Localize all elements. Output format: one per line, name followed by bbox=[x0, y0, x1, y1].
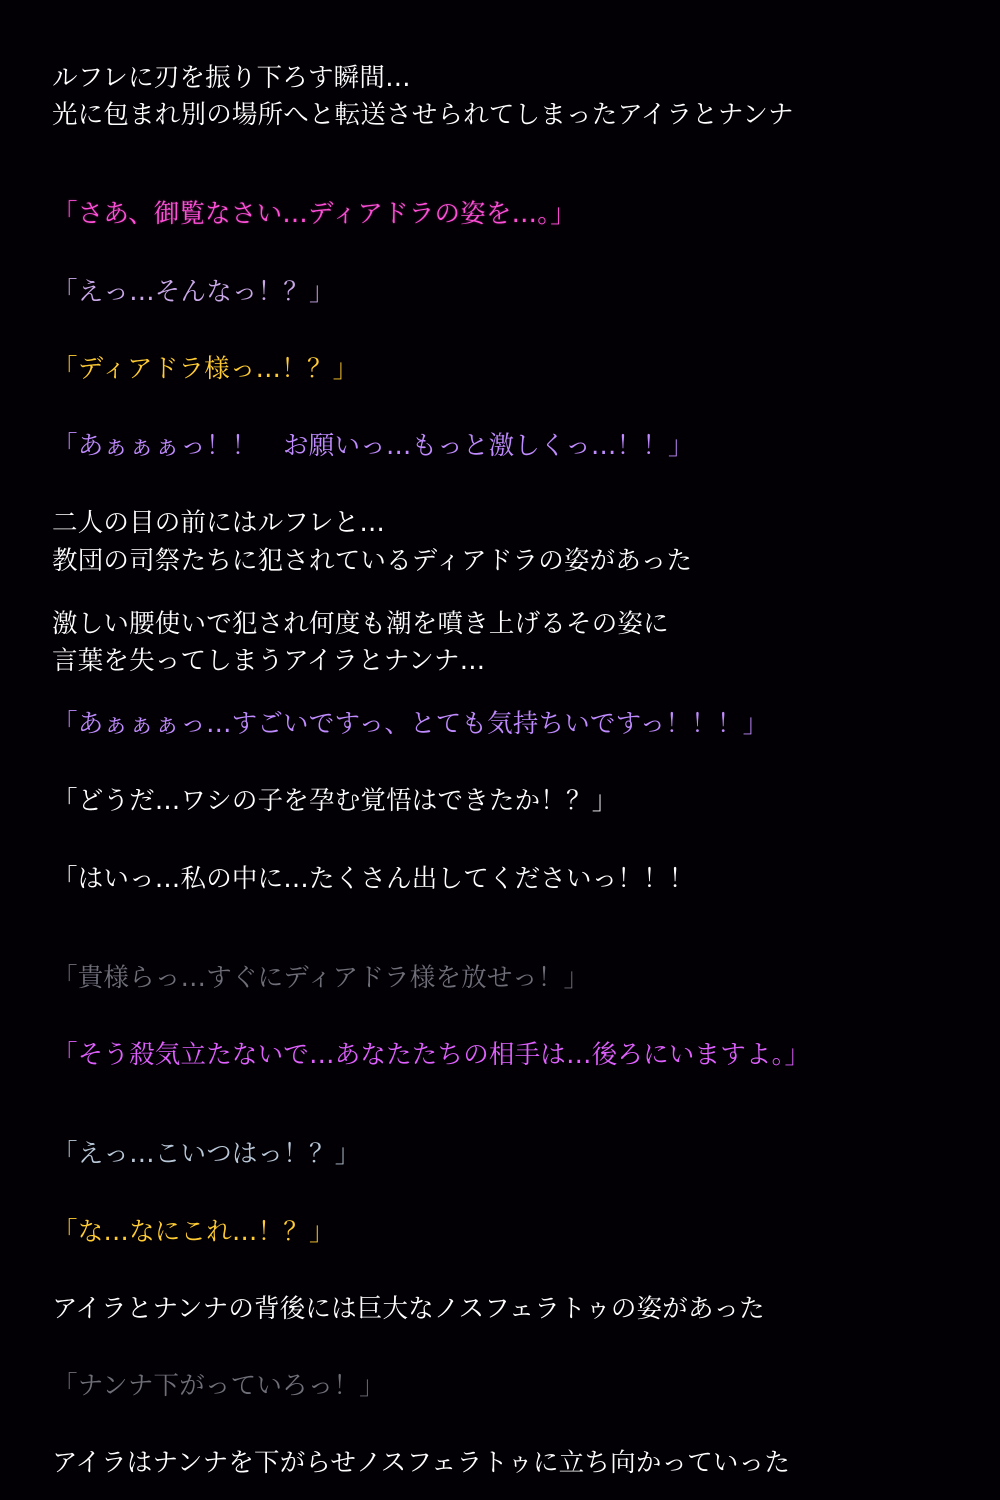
text-block-dialogue-5 bbox=[52, 706, 950, 743]
text-block-narration-2 bbox=[52, 505, 950, 579]
text-block-narration-5 bbox=[52, 1445, 950, 1482]
text-line: 光に包まれ別の場所へと転送させられてしまったアイラとナンナ bbox=[52, 100, 794, 131]
spacer bbox=[52, 465, 950, 505]
text-block-dialogue-4 bbox=[52, 428, 950, 465]
text-block-dialogue-3 bbox=[52, 351, 950, 388]
text-line: 「ナンナ下がっていろっ！」 bbox=[52, 1370, 385, 1401]
text-line: 「さあ、御覧なさい…ディアドラの姿を…。」 bbox=[52, 199, 576, 230]
spacer bbox=[52, 821, 950, 861]
text-block-dialogue-1 bbox=[52, 196, 950, 233]
text-block-dialogue-11 bbox=[52, 1214, 950, 1251]
spacer bbox=[52, 1328, 950, 1368]
spacer bbox=[52, 234, 950, 274]
spacer bbox=[52, 311, 950, 351]
spacer bbox=[52, 997, 950, 1037]
spacer bbox=[52, 388, 950, 428]
text-line: 激しい腰使いで犯され何度も潮を噴き上げるその姿に bbox=[52, 608, 669, 639]
text-line: 二人の目の前にはルフレと… bbox=[52, 508, 386, 539]
text-line: 「あぁぁぁっ！！ お願いっ…もっと激しくっ…！！」 bbox=[52, 431, 694, 462]
spacer bbox=[52, 1405, 950, 1445]
spacer bbox=[52, 1174, 950, 1214]
text-line: 「貴様らっ…すぐにディアドラ様を放せっ！」 bbox=[52, 962, 590, 993]
text-line: 「そう殺気立たないで…あなたたちの相手は…後ろにいますよ。」 bbox=[52, 1040, 811, 1071]
spacer bbox=[52, 680, 950, 706]
text-line: アイラはナンナを下がらせノスフェラトゥに立ち向かっていった bbox=[52, 1448, 791, 1479]
spacer bbox=[52, 743, 950, 783]
text-line: 「えっ…こいつはっ！？」 bbox=[52, 1139, 361, 1170]
text-line: 「どうだ…ワシの子を孕む覚悟はできたか！？」 bbox=[52, 786, 618, 817]
spacer bbox=[52, 1251, 950, 1291]
text-block-dialogue-9 bbox=[52, 1037, 950, 1074]
text-block-narration-4 bbox=[52, 1291, 950, 1328]
text-block-dialogue-12 bbox=[52, 1368, 950, 1405]
text-line: 教団の司祭たちに犯されているディアドラの姿があった bbox=[52, 545, 693, 576]
text-block-dialogue-8 bbox=[52, 960, 950, 997]
text-block-dialogue-2 bbox=[52, 274, 950, 311]
spacer bbox=[52, 134, 950, 196]
text-line: 「な…なにこれ…！？」 bbox=[52, 1216, 335, 1247]
text-block-dialogue-7 bbox=[52, 861, 950, 898]
spacer bbox=[52, 580, 950, 606]
text-block-dialogue-10 bbox=[52, 1136, 950, 1173]
text-block-narration-1 bbox=[52, 60, 950, 134]
text-line: 「はいっ…私の中に…たくさん出してくださいっ！！！ bbox=[52, 863, 695, 894]
text-line: 「えっ…そんなっ！？」 bbox=[52, 276, 335, 307]
spacer bbox=[52, 1074, 950, 1136]
text-line: 言葉を失ってしまうアイラとナンナ… bbox=[52, 645, 486, 676]
text-line: 「ディアドラ様っ…！？」 bbox=[52, 353, 359, 384]
text-line: ルフレに刃を振り下ろす瞬間… bbox=[52, 63, 411, 93]
text-line: 「あぁぁぁっ…すごいですっ、とても気持ちいですっ！！！」 bbox=[52, 709, 769, 740]
text-line: アイラとナンナの背後には巨大なノスフェラトゥの姿があった bbox=[52, 1293, 765, 1324]
text-block-narration-3 bbox=[52, 606, 950, 680]
text-block-dialogue-6 bbox=[52, 783, 950, 820]
spacer bbox=[52, 898, 950, 960]
